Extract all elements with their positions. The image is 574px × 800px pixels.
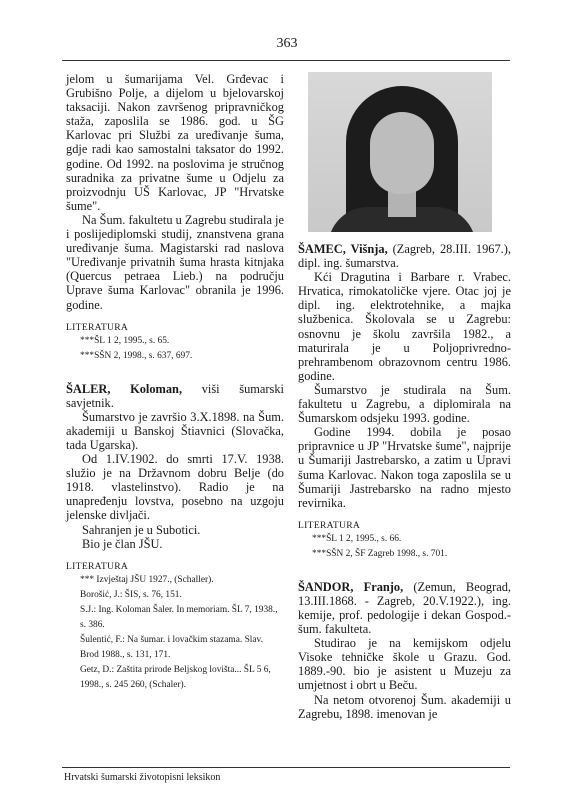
footer-text: Hrvatski šumarski životopisni leksikon <box>64 772 221 783</box>
entry-name: ŠAMEC, Višnja, <box>298 242 388 256</box>
entry-saler <box>66 382 284 693</box>
literature-item: ***ŠL 1 2, 1995., s. 66. <box>312 533 402 544</box>
literature-heading: LITERATURA <box>66 321 129 333</box>
literature-item: Borošić, J.: ŠIS, s. 76, 151. <box>80 589 182 600</box>
body-paragraph: Šumarstvo je završio 3.X.1898. na Šum. akademiji u Banskoj Štiavnici (Slovačka, tada Ugarska). <box>66 409 284 452</box>
literature-item: *** Izvještaj JŠU 1927., (Schaller). <box>80 574 214 585</box>
literature-heading: LITERATURA <box>66 560 129 572</box>
literature-block <box>66 322 284 364</box>
body-paragraph: Bio je član JŠU. <box>82 536 163 551</box>
footer-rule <box>62 767 510 768</box>
entry-intro: (Zagreb, 28.III. 1967.), dipl. ing. šumarstva. <box>298 242 512 271</box>
entry-intro: viši šumarski savjetnik. <box>66 381 284 410</box>
header-rule <box>62 60 510 61</box>
right-column <box>298 72 511 721</box>
literature-item: Getz, D.: Zaštita prirode Beljskog lovišta... ŠL 5 6, 1998., s. 245 260, (Schaler). <box>80 664 271 690</box>
body-paragraph: Studirao je na kemijskom odjelu Visoke tehničke škole u Grazu. God. 1889.-90. bio je asistent u Muzeju za umjetnost i obrt u Beču. <box>298 636 511 693</box>
literature-item: ***SŠN 2, 1998., s. 637, 697. <box>80 350 193 361</box>
literature-item: S.J.: Ing. Koloman Šaler. In memoriam. ŠL 7, 1938., s. 386. <box>80 604 278 630</box>
literature-heading: LITERATURA <box>298 519 361 531</box>
body-paragraph: Godine 1994. dobila je posao pripravnice u JP "Hrvatske šume", najprije u Šumariji Jastrebarsko, a zatim u Upravi šuma Karlovac. Nakon toga zaposlila se u Šumariji Jastrebarsko na radno mjesto revirnika. <box>298 425 511 510</box>
entry-intro: (Zemun, Beograd, 13.III.1868. - Zagreb, 20.V.1922.), ing. kemije, prof. pedologije i dekan Gospod.-šum. fakulteta. <box>298 579 512 637</box>
left-column <box>66 72 284 693</box>
entry-name: ŠALER, Koloman, <box>66 381 183 396</box>
body-paragraph: Na Šum. fakultetu u Zagrebu studirala je i poslijediplomski studij, znanstvena grana uređivanje šuma. Magistarski rad naslova "Uređivanje privatnih šuma hrasta kitnjaka (Quercus petraea Lieb.) na području Uprave šuma Karlovac" obranila je 1996. godine. <box>66 212 284 312</box>
entry-samec <box>298 242 511 562</box>
literature-item: ***SŠN 2, ŠF Zagreb 1998., s. 701. <box>312 548 448 559</box>
body-paragraph: Kći Dragutina i Barbare r. Vrabec. Hrvatica, rimokatoličke vjere. Otac joj je dipl. ing. elektrotehnike, a majka službenica. Školovala se u Zagrebu: osnovnu je školu završila 1982., a maturirala je u Poljoprivredno-prehrambenom obrazovnom centru 1986. godine. <box>298 270 511 383</box>
body-paragraph: Od 1.IV.1902. do smrti 17.V. 1938. služio je na Državnom dobru Belje (do 1918. vlastelinstvo). Radio je na unapređenju lovstva, posebno na uzgoju jelenske divljači. <box>66 452 284 523</box>
body-paragraph: Sahranjen je u Subotici. <box>82 522 201 537</box>
body-paragraph: jelom u šumarijama Vel. Grđevac i Grubišno Polje, a dijelom u bjelovarskoj taksaciji. Nakon završenog pripravničkog staža, zaposlila se 1986. god. u ŠG Karlovac pri Službi za uređivanje šuma, gdje radi kao samostalni taksator do 1992. godine. Od 1992. na poslovima je stručnog suradnika za privatne šume u Odjelu za proizvodnju UŠ Karlovac, JP "Hrvatske šume". <box>66 72 284 213</box>
literature-item: ***ŠL 1 2, 1995., s. 65. <box>80 335 170 346</box>
literature-block <box>298 520 511 562</box>
entry-name: ŠANDOR, Franjo, <box>298 579 404 594</box>
literature-item: Šulentić, F.: Na šumar. i lovačkim stazama. Slav. Brod 1988., s. 131, 171. <box>80 634 263 660</box>
page-number: 363 <box>276 36 298 51</box>
portrait-photo <box>308 72 492 232</box>
entry-header <box>298 580 511 636</box>
entry-header <box>66 382 284 410</box>
entry-header <box>298 242 511 270</box>
entry-sandor <box>298 580 511 721</box>
literature-block <box>66 561 284 693</box>
body-paragraph: Šumarstvo je studirala na Šum. fakultetu u Zagrebu, a diplomirala na Šumarskom odsjeku 1993. godine. <box>298 382 511 426</box>
body-paragraph: Na netom otvorenoj Šum. akademiji u Zagrebu, 1898. imenovan je <box>298 692 511 721</box>
